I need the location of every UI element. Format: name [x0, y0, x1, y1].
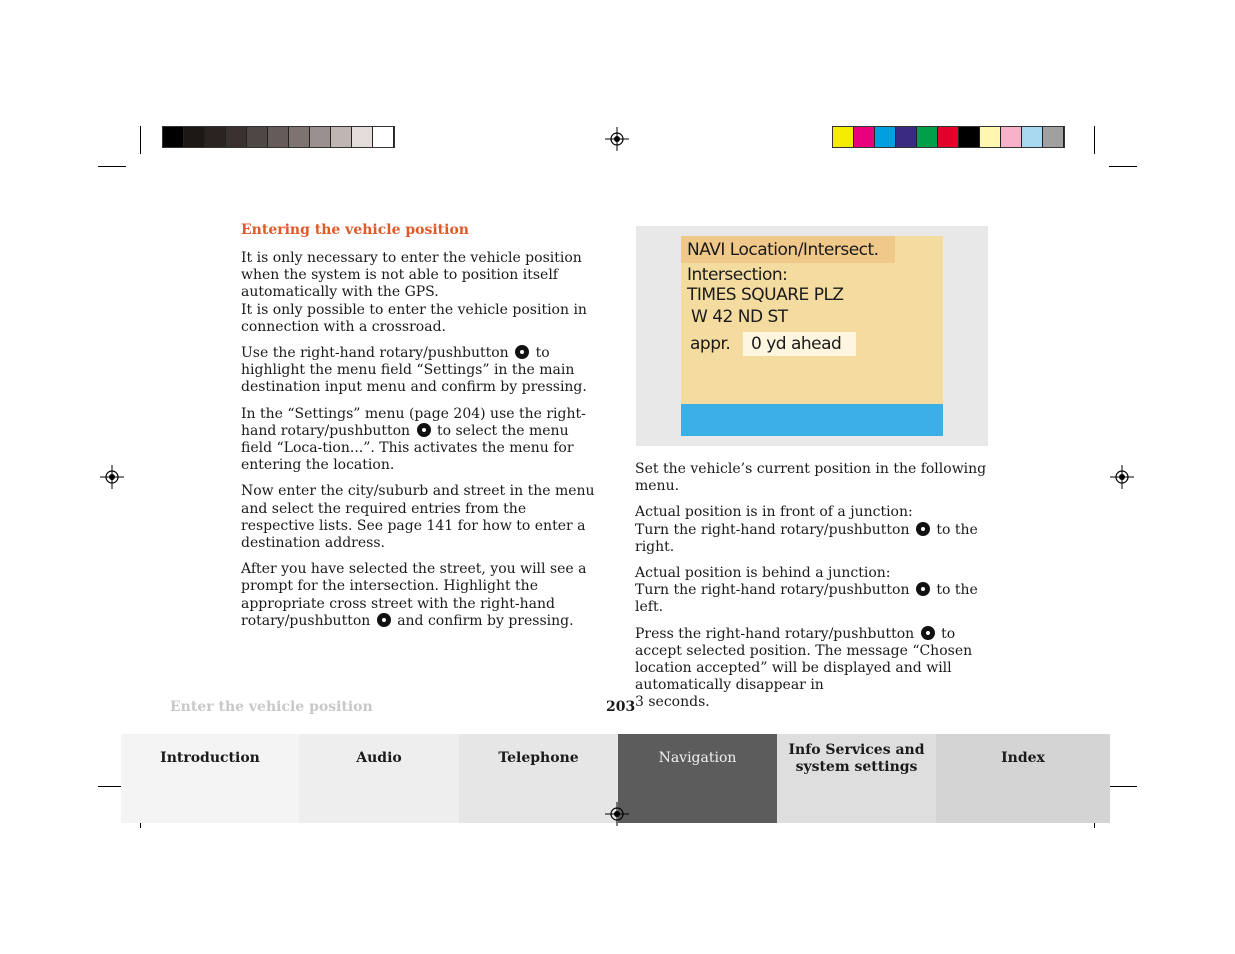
- rotary-pushbutton-icon: [921, 626, 935, 640]
- tab-index[interactable]: Index: [936, 734, 1110, 823]
- tab-info-services[interactable]: Info Services and system settings: [777, 734, 936, 823]
- registration-mark-icon: [100, 465, 124, 489]
- display-street-1: TIMES SQUARE PLZ: [687, 285, 844, 305]
- section-heading: Entering the vehicle position: [241, 222, 469, 238]
- paragraph-behind-junction: Actual position is behind a junction: Turn the right-hand rotary/pushbutton to the left.: [635, 565, 978, 616]
- gray-swatch: [226, 127, 247, 147]
- gray-swatch: [247, 127, 268, 147]
- gray-swatch: [331, 127, 352, 147]
- paragraph-intersection: After you have selected the street, you will see a prompt for the intersection. Highlight the appropriate cross street with the right-hand rotary/pushbutton and confirm by pressing.: [241, 561, 587, 629]
- paragraph-gps: It is only necessary to enter the vehicle position when the system is not able to position itself automatically with the GPS. It is only possible to enter the vehicle position in connection with a crossroad.: [241, 250, 587, 335]
- paragraph-set-position: Set the vehicle’s current position in the following menu.: [635, 461, 987, 495]
- tab-audio[interactable]: Audio: [299, 734, 459, 823]
- display-title: NAVI Location/Intersect.: [681, 236, 895, 263]
- registration-mark-icon: [605, 127, 629, 151]
- tab-introduction[interactable]: Introduction: [121, 734, 299, 823]
- rotary-pushbutton-icon: [417, 423, 431, 437]
- left-column: [241, 250, 601, 639]
- paragraph-settings-menu: In the “Settings” menu (page 204) use the right-hand rotary/pushbutton to select the menu field “Loca-tion...”. This activates the menu for entering the location.: [241, 405, 586, 474]
- rotary-pushbutton-icon: [916, 582, 930, 596]
- display-status-bar: [681, 404, 943, 436]
- display-street-2: W 42 ND ST: [691, 307, 788, 327]
- color-swatch: [938, 127, 959, 147]
- page-number: 203: [606, 699, 636, 715]
- color-swatch: [833, 127, 854, 147]
- display-intersection-label: Intersection:: [687, 265, 788, 285]
- crop-mark: [1109, 786, 1137, 787]
- crop-mark: [1109, 166, 1137, 167]
- color-swatch: [875, 127, 896, 147]
- gray-swatch: [352, 127, 373, 147]
- right-column: [635, 461, 995, 721]
- color-swatch: [917, 127, 938, 147]
- paragraph-city-street: Now enter the city/suburb and street in the menu and select the required entries from the respective lists. See page 141 for how to enter a destination address.: [241, 483, 595, 552]
- display-appr-label: appr.: [690, 334, 731, 354]
- crop-mark: [1094, 126, 1095, 154]
- color-swatch: [959, 127, 980, 147]
- registration-mark-icon: [1110, 465, 1134, 489]
- paragraph-front-junction: Actual position is in front of a junction: Turn the right-hand rotary/pushbutton to the right.: [635, 504, 978, 555]
- running-footer: Enter the vehicle position: [170, 699, 373, 715]
- rotary-pushbutton-icon: [916, 522, 930, 536]
- tab-navigation[interactable]: Navigation: [618, 734, 777, 823]
- registration-mark-icon: [605, 802, 629, 826]
- gray-swatch: [289, 127, 310, 147]
- process-color-bar: [832, 126, 1065, 148]
- paragraph-highlight-settings: Use the right-hand rotary/pushbutton to highlight the menu field “Settings” in the main destination input menu and confirm by pressing.: [241, 345, 587, 396]
- crop-mark: [98, 166, 126, 167]
- color-swatch: [1022, 127, 1043, 147]
- gray-swatch: [373, 127, 394, 147]
- rotary-pushbutton-icon: [377, 613, 391, 627]
- grayscale-color-bar: [162, 126, 395, 148]
- color-swatch: [1001, 127, 1022, 147]
- navigation-display: [681, 236, 943, 436]
- color-swatch: [1043, 127, 1064, 147]
- gray-swatch: [163, 127, 184, 147]
- tab-telephone[interactable]: Telephone: [459, 734, 618, 823]
- gray-swatch: [184, 127, 205, 147]
- color-swatch: [896, 127, 917, 147]
- rotary-pushbutton-icon: [515, 345, 529, 359]
- color-swatch: [980, 127, 1001, 147]
- gray-swatch: [310, 127, 331, 147]
- display-distance-value: 0 yd ahead: [743, 332, 856, 356]
- gray-swatch: [268, 127, 289, 147]
- paragraph-accept-position: Press the right-hand rotary/pushbutton to accept selected position. The message “Chosen location accepted” will be displayed and will automatically disappear in 3 seconds.: [635, 625, 973, 711]
- crop-mark: [140, 126, 141, 154]
- color-swatch: [854, 127, 875, 147]
- gray-swatch: [205, 127, 226, 147]
